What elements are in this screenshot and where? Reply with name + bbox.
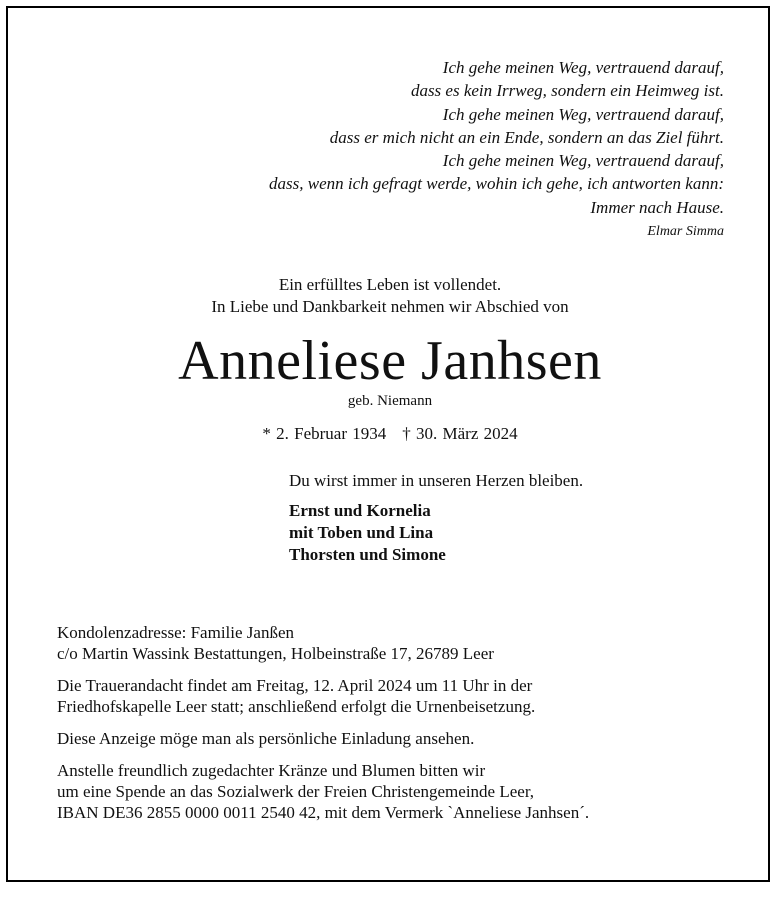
poem-line: Ich gehe meinen Weg, vertrauend darauf,: [442, 104, 724, 124]
service-line: Friedhofskapelle Leer statt; anschließend erfolgt die Urnenbeisetzung.: [57, 697, 536, 716]
donation-request: [57, 760, 737, 823]
donation-line: Anstelle freundlich zugedachter Kränze und Blumen bitten wir: [57, 761, 486, 780]
mourner-name: mit Toben und Lina: [289, 523, 434, 542]
death-date: † 30. März 2024: [402, 424, 518, 443]
poem-line: dass er mich nicht an ein Ende, sondern an das Ziel führt.: [329, 127, 724, 147]
mourners-message: Du wirst immer in unseren Herzen bleiben.: [289, 471, 584, 490]
mourner-names: [289, 500, 583, 566]
poem-line: dass es kein Irrweg, sondern ein Heimweg ist.: [410, 81, 724, 101]
mourner-name: Ernst und Kornelia: [289, 501, 431, 520]
invitation-line: Diese Anzeige möge man als persönliche Einladung ansehen.: [57, 729, 475, 748]
condolence-line: c/o Martin Wassink Bestattungen, Holbeinstraße 17, 26789 Leer: [57, 644, 494, 663]
mourner-name: Thorsten und Simone: [289, 545, 446, 564]
poem-line: Immer nach Hause.: [590, 197, 724, 217]
birth-date: * 2. Februar 1934: [262, 424, 387, 443]
donation-line: um eine Spende an das Sozialwerk der Freien Christengemeinde Leer,: [57, 782, 535, 801]
poem-line: dass, wenn ich gefragt werde, wohin ich gehe, ich antworten kann:: [269, 174, 724, 194]
service-line: Die Trauerandacht findet am Freitag, 12. April 2024 um 11 Uhr in der: [57, 676, 533, 695]
donation-line: IBAN DE36 2855 0000 0011 2540 42, mit dem Vermerk `Anneliese Janhsen´.: [57, 803, 590, 822]
condolence-address: [57, 622, 737, 664]
poem-author: Elmar Simma: [647, 224, 724, 239]
poem-line: Ich gehe meinen Weg, vertrauend darauf,: [442, 58, 724, 77]
footer-info: [57, 622, 737, 834]
invitation-note: [57, 728, 737, 749]
poem: [269, 56, 724, 219]
intro-line: Ein erfülltes Leben ist vollendet.: [278, 275, 502, 294]
life-dates: [0, 424, 780, 444]
birth-name: geb. Niemann: [347, 393, 433, 409]
mourners: [289, 470, 583, 566]
condolence-line: Kondolenzadresse: Familie Janßen: [57, 623, 294, 642]
service-info: [57, 675, 737, 717]
poem-line: Ich gehe meinen Weg, vertrauend darauf,: [442, 151, 724, 171]
intro-line: In Liebe und Dankbarkeit nehmen wir Abschied von: [211, 297, 569, 316]
intro-text: [0, 274, 780, 318]
deceased-name: Anneliese Janhsen: [178, 330, 602, 392]
